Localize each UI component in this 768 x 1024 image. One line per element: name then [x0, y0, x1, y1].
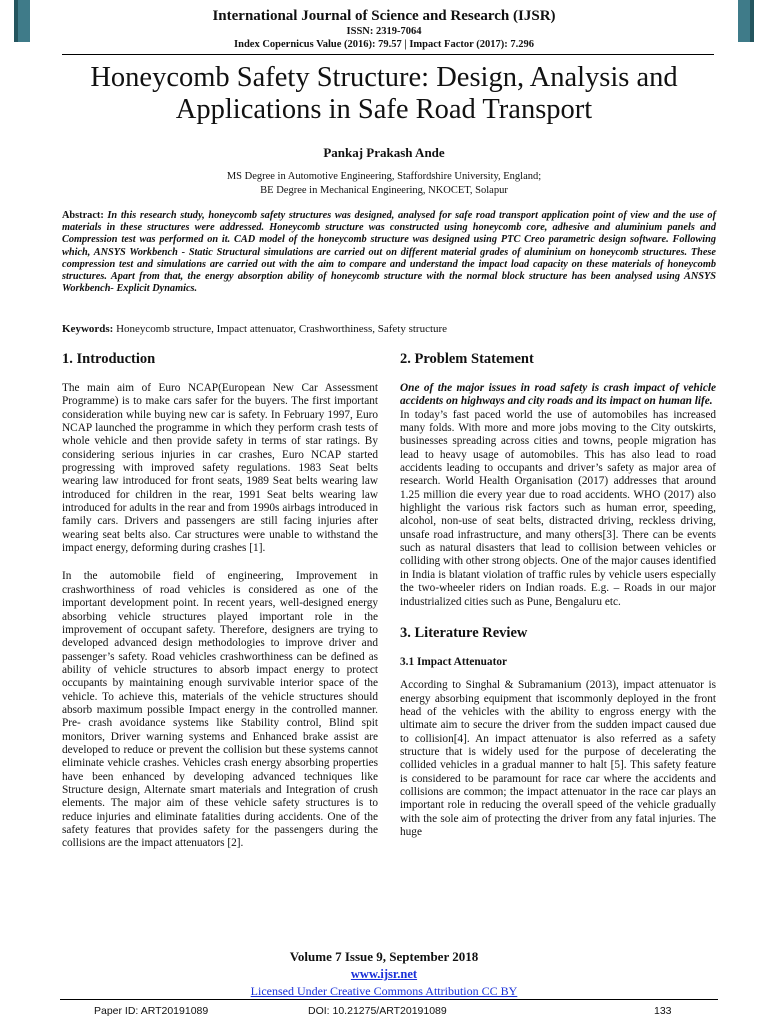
literature-paragraph: According to Singhal & Subramanium (2013), impact attenuator is energy absorbing equipment that iscommonly deployed in the front head of the vehicles with the ability to engross energy with the ultimate aim to secure the driver from the sudden impact caused due to collision[4]. An impact attenuator is also referred as a safety structure that is widely used for the purpose of decelerating the collided vehicles in a gradual manner to halt [5]. This safety feature is considered to be paramount for race car where the accidents and collisions are common; the impact attenuator in the race car plays an important role in reducing the overall speed of the vehicle gradually with the sole aim of protecting the driver from any fatal injuries. The huge [400, 679, 716, 838]
footer-paper-id: Paper ID: ART20191089 [94, 1005, 209, 1017]
footer-rule [60, 999, 718, 1000]
abstract-text: In this research study, honeycomb safety structures was designed, analysed for safe road transport application point of view and the use of materials in these structures were addressed. Honeycomb structure was constructed using honeycomb core, adhesive and aluminium panels and Compression test was performed on it. CAD model of the honeycomb structure was designed using PTC Creo parametric design software. Following which, ANSYS Workbench - Static Structural simulations are carried out on different material grades of aluminium on honeycomb structures. These compression test and simulations are carried out with the aim to compare and understand the impact load capacity on these materials of honeycomb structures. Apart from that, the energy absorption ability of honeycomb structure with the normal block structure has been analysed using ANSYS Workbench- Explicit Dynamics. [62, 210, 716, 295]
section-heading-literature-review: 3. Literature Review [400, 624, 528, 641]
footer-volume: Volume 7 Issue 9, September 2018 [289, 949, 479, 964]
author-affiliation [0, 170, 768, 198]
keywords-label: Keywords: [62, 323, 114, 335]
subsection-heading-impact-attenuator: 3.1 Impact Attenuator [400, 655, 507, 668]
left-column [62, 350, 378, 866]
header-rule [62, 54, 714, 55]
keywords-text: Honeycomb structure, Impact attenuator, Crashworthiness, Safety structure [116, 323, 448, 335]
paper-title [40, 62, 728, 126]
right-column [400, 350, 716, 854]
journal-name: International Journal of Science and Research (IJSR) [212, 8, 556, 24]
footer-doi: DOI: 10.21275/ART20191089 [308, 1005, 447, 1017]
abstract-label: Abstract: [62, 210, 104, 221]
footer-license-link[interactable]: Licensed Under Creative Commons Attribution CC BY [250, 984, 518, 998]
intro-paragraph-1: The main aim of Euro NCAP(European New Car Assessment Programme) is to make cars safer for the buyers. The first important consideration while buying new car is safety. In February 1997, Euro NCAP launched the programme in which they perform crash tests of whole vehicle and then provide safety in terms of star ratings. By considering serious injuries in car crashes, Euro NCAP started progressing with improved safety regulations. 1983 Seat belts wearing law introduced for front seats, 1989 Seat belts wearing law introduced for children in the rear, 1991 Seat belts wearing law introduced for adults in the rear and from 1990s airbags introduced in family cars. Drivers and passengers are still facing injuries after wearing seat belts also. Car structures were unable to withstand the impact energy, deforming during crashes [1]. [62, 382, 378, 555]
title-line-1: Honeycomb Safety Structure: Design, Analysis and [90, 62, 678, 93]
author-name: Pankaj Prakash Ande [323, 145, 445, 160]
problem-paragraph: In today’s fast paced world the use of automobiles has increased many folds. With more and more jobs moving to the City outskirts, businesses spreading across cities and towns, people migration has lead to heavy usage of automobiles. This has also lead to road accidents leading to occupants and driver’s safety as major area of research. World Health Organisation (2017) addresses that around 1.25 million die every year due to road accidents. WHO (2017) also highlight the various risk factors such as human error, speeding, alcohol, non-use of seat belts, distracted driving, reckless driving, unsafe road infrastructure, and many others[3]. There can be events such as natural disasters that lead to collision between vehicles or colliding with other strong objects. One of the major causes identified in India is blatant violation of traffic rules by vehicle users especially the two-wheeler riders on Indian roads. E.g. – Roads in our major industrialized cities such as Pune, Bengaluru etc. [400, 408, 716, 608]
footer-page-number: 133 [654, 1005, 672, 1017]
footer-website-link[interactable]: www.ijsr.net [350, 967, 418, 981]
keywords [62, 323, 716, 335]
section-heading-introduction: 1. Introduction [62, 351, 156, 367]
affiliation-line-2: BE Degree in Mechanical Engineering, NKOCET, Solapur [260, 185, 508, 196]
journal-issn: ISSN: 2319-7064 [346, 26, 422, 37]
section-heading-problem-statement: 2. Problem Statement [400, 351, 534, 367]
intro-paragraph-2: In the automobile field of engineering, Improvement in crashworthiness of road vehicles is considered as one of the important development point. In recent years, well-designed energy absorbing vehicle structures played important role in the improvement of occupant safety. Therefore, designers are trying to developed advanced design methodologies to improve driver and passenger’s safety. Road vehicles crashworthiness can be defined as ability of vehicle structures to absorb impact energy to protect occupants by maintaining enough survivable interior space of the vehicle. To achieve this, materials of the vehicle structures should absorb maximum possible Impact energy in the controlled manner. Pre- crash avoidance systems like Stability control, Blind spit monitors, Driver warning systems and Enhanced brake assist are developed to reduce or prevent the collision but these systems cannot eliminate vehicle crashes. Vehicles crash energy absorbing properties have been enhanced by developing advanced techniques like Structure design, Alternate smart materials and Integration of crush elements. The major aim of these vehicle safety structures is to reduce injuries and eliminate fatalities during accidents. One of the safety features that provides safety for the passengers during the collisions are the impact attenuators [2]. [62, 570, 378, 850]
title-line-2: Applications in Safe Road Transport [175, 94, 593, 125]
journal-index: Index Copernicus Value (2016): 79.57 | Impact Factor (2017): 7.296 [234, 39, 534, 50]
affiliation-line-1: MS Degree in Automotive Engineering, Staffordshire University, England; [226, 171, 542, 182]
abstract [62, 210, 716, 295]
problem-lead-sentence: One of the major issues in road safety is crash impact of vehicle accidents on highways and city roads and its impact on human life. [400, 382, 716, 408]
